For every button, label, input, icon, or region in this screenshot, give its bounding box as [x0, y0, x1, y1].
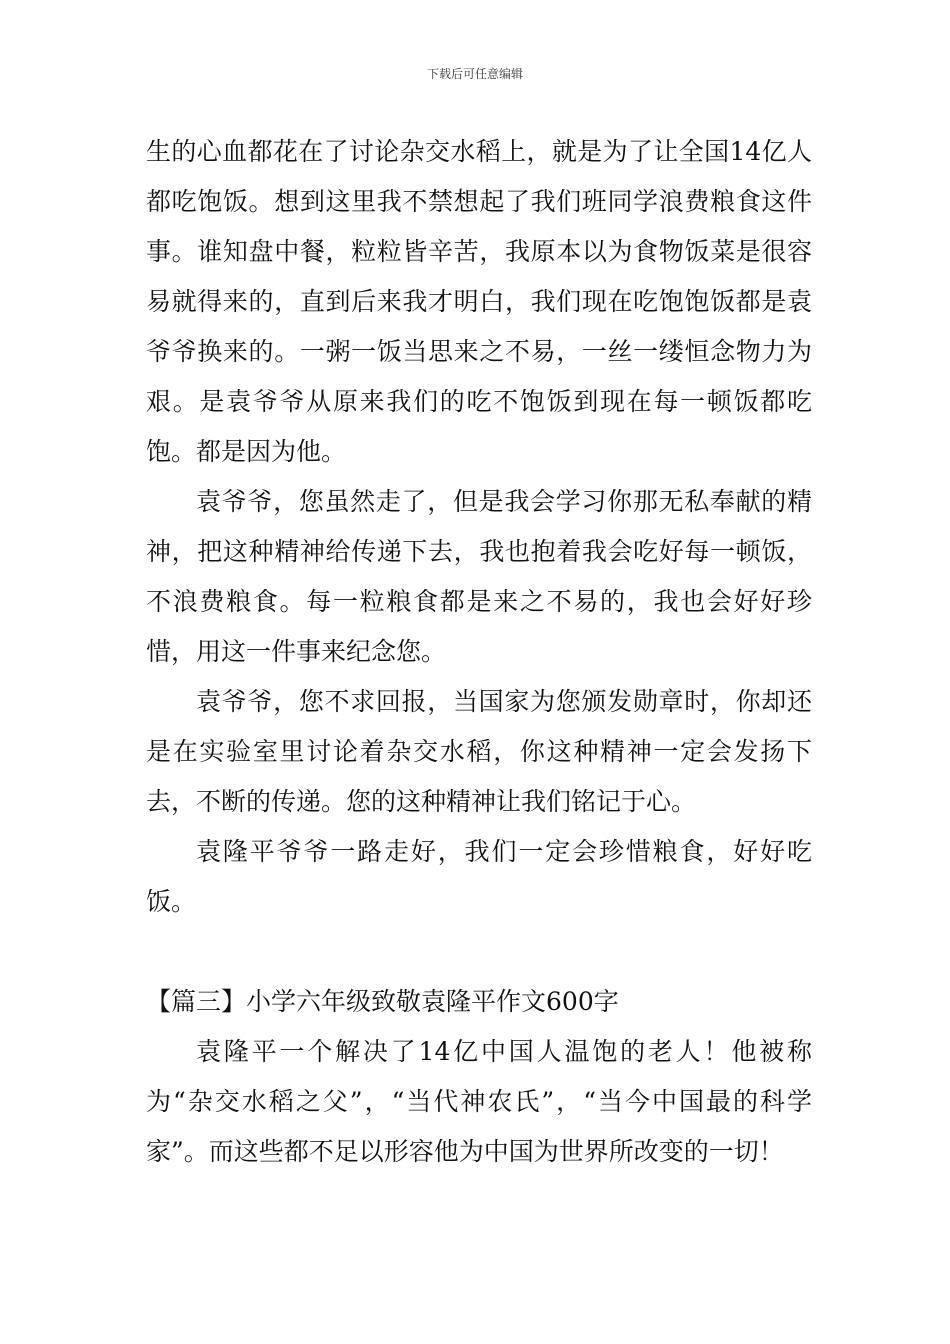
paragraph-1: 生的心血都花在了讨论杂交水稻上，就是为了让全国14亿人都吃饱饭。想到这里我不禁想起了我们班同学浪费粮食这件事。谁知盘中餐，粒粒皆辛苦，我原本以为食物饭菜是很容易就得来的，直到后来我才明白，我们现在吃饱饱饭都是袁爷爷换来的。一粥一饭当思来之不易，一丝一缕恒念物力为艰。是袁爷爷从原来我们的吃不饱饭到现在每一顿饭都吃饱。都是因为他。 — [146, 137, 812, 466]
document-body — [146, 127, 812, 1177]
section-spacer — [146, 927, 812, 977]
paragraph-3: 袁爷爷，您不求回报，当国家为您颁发勋章时，你却还是在实验室里讨论着杂交水稻，你这种精神一定会发扬下去，不断的传递。您的这种精神让我们铭记于心。 — [146, 687, 812, 816]
paragraph-2: 袁爷爷，您虽然走了，但是我会学习你那无私奉献的精神，把这种精神给传递下去，我也抱着我会吃好每一顿饭，不浪费粮食。每一粒粮食都是来之不易的，我也会好好珍惜，用这一件事来纪念您。 — [146, 487, 812, 666]
page-header: 下载后可任意编辑 — [426, 67, 523, 81]
section-title: 【篇三】小学六年级致敬袁隆平作文600字 — [146, 987, 619, 1016]
paragraph-5: 袁隆平一个解决了14亿中国人温饱的老人！他被称为“杂交水稻之父”，“当代神农氏”，“当今中国最的科学家”。而这些都不足以形容他为中国为世界所改变的一切！ — [146, 1037, 812, 1166]
paragraph-4: 袁隆平爷爷一路走好，我们一定会珍惜粮食，好好吃饭。 — [146, 837, 812, 916]
